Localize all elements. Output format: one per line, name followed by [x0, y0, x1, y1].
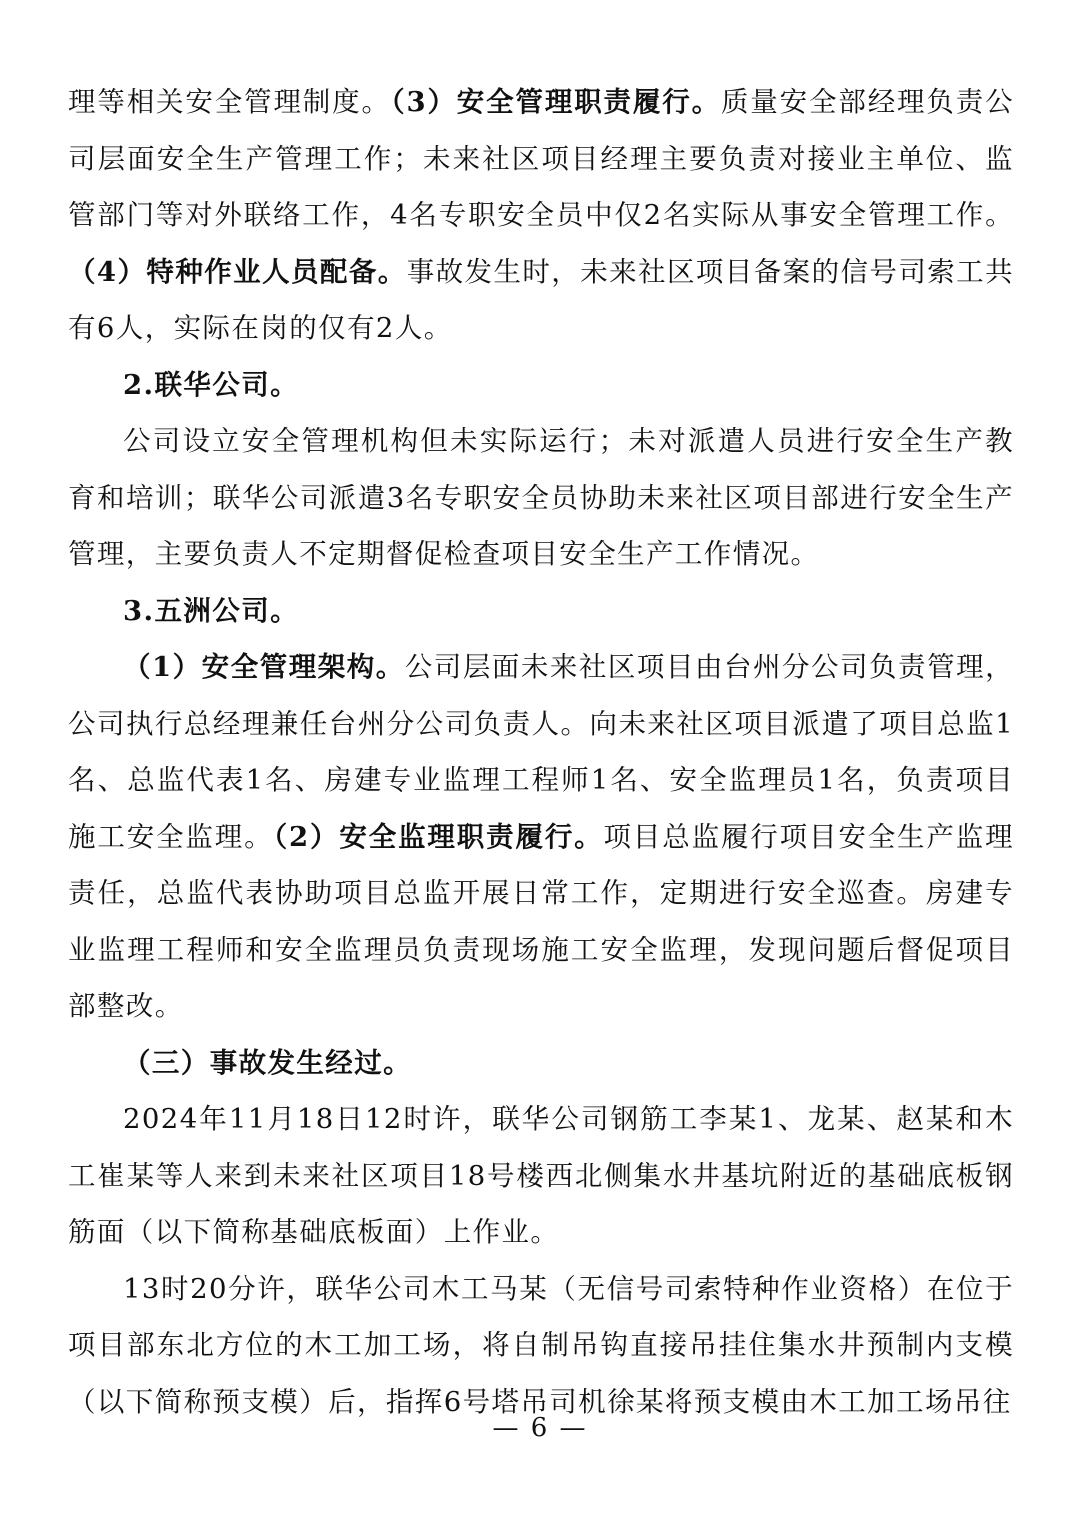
bold-subheading: （3）安全管理职责履行。 [390, 86, 721, 118]
bold-subheading: （4）特种作业人员配备。 [68, 255, 407, 288]
section-heading-accident: （三）事故发生经过。 [123, 1046, 412, 1079]
bold-subheading: （2）安全监理职责履行。 [273, 820, 604, 853]
paragraph-text: 项目总监履行项目安全生产监理责任，总监代表协助项目总监开展日常工作，定期进行安全巡查。房建专业监理工程师和安全监理员负责现场施工安全监理，发现问题后督促项目部整改。 [68, 820, 1014, 1022]
paragraph-text: 理等相关安全管理制度。 [68, 86, 391, 118]
paragraph-text: 事故发生时，未来社区项目备案的信号司索工共有6人，实际在岗的仅有2人。 [68, 255, 1014, 344]
paragraph-lianhua: 公司设立安全管理机构但未实际运行；未对派遣人员进行安全生产教育和培训；联华公司派遣3名专职安全员协助未来社区项目部进行安全生产管理，主要负责人不定期督促检查项目安全生产工作情况。 [68, 425, 1014, 570]
section-heading-lianhua: 2.联华公司。 [123, 368, 300, 401]
paragraph-wuzhou [68, 639, 1014, 1035]
paragraph-management-duties [68, 74, 1014, 357]
paragraph-text: 公司层面未来社区项目由台州分公司负责管理，公司执行总经理兼任台州分公司负责人。向未来社区项目派遣了项目总监1名、总监代表1名、房建专业监理工程师1名、安全监理员1名，负责项目施工安全监理。 [68, 651, 1014, 853]
section-heading-wuzhou: 3.五洲公司。 [123, 594, 300, 627]
paragraph-accident-1: 2024年11月18日12时许，联华公司钢筋工李某1、龙某、赵某和木工崔某等人来到未来社区项目18号楼西北侧集水井基坑附近的基础底板钢筋面（以下简称基础底板面）上作业。 [68, 1103, 1014, 1248]
paragraph-text: 质量安全部经理负责公司层面安全生产管理工作；未来社区项目经理主要负责对接业主单位、监管部门等对外联络工作，4名专职安全员中仅2名实际从事安全管理工作。 [68, 86, 1015, 231]
page-number: — 6 — [492, 1413, 588, 1443]
document-page [68, 74, 1014, 1430]
paragraph-accident-2: 13时20分许，联华公司木工马某（无信号司索特种作业资格）在位于项目部东北方位的木工加工场，将自制吊钩直接吊挂住集水井预制内支模（以下简称预支模）后，指挥6号塔吊司机徐某将预支模由木工加工场吊往 [68, 1272, 1014, 1418]
bold-subheading: （1）安全管理架构。 [123, 651, 405, 683]
